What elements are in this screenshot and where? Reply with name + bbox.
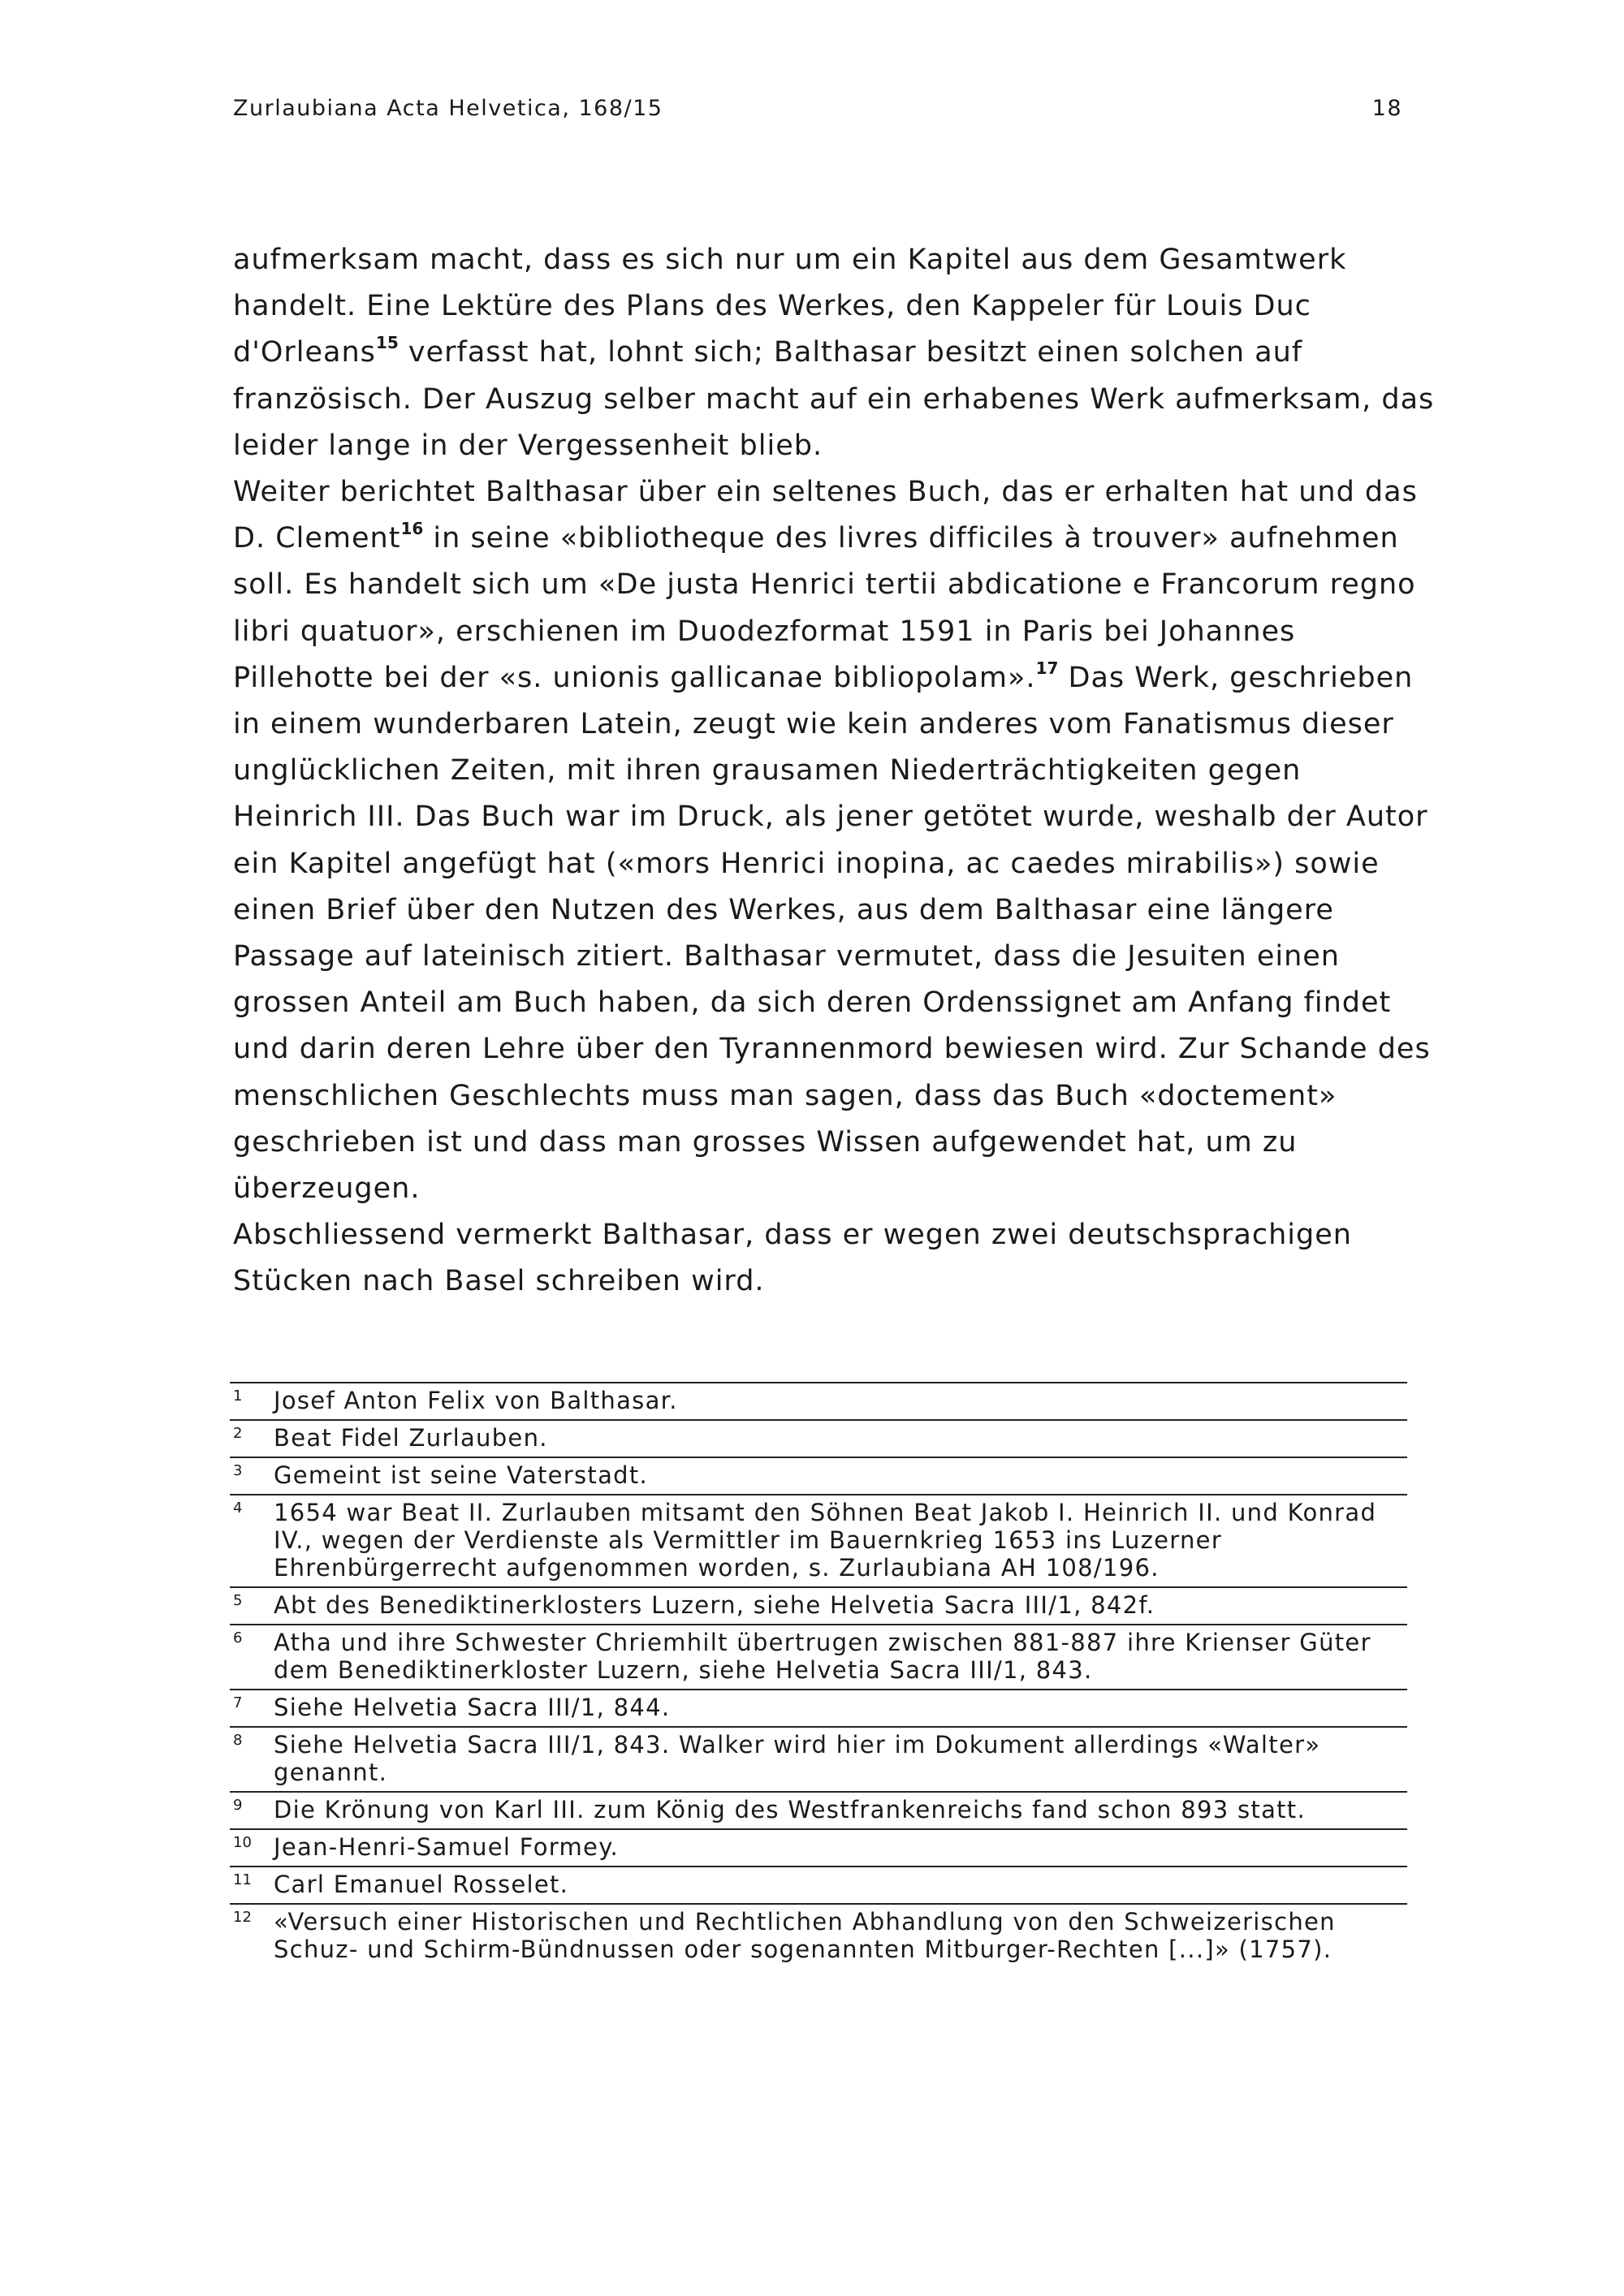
footnote-text bbox=[274, 1424, 1407, 1452]
text-fragment: D. Clement bbox=[233, 522, 401, 555]
footnote bbox=[230, 1457, 1407, 1494]
text-line bbox=[233, 330, 1402, 376]
footnote-line: IV., wegen der Verdienste als Vermittler im Bauernkrieg 1653 ins Luzerner bbox=[274, 1526, 1223, 1554]
text-fragment: d'Orleans bbox=[233, 336, 376, 369]
footnote-line: «Versuch einer Historischen und Rechtlichen Abhandlung von den Schweizerischen bbox=[274, 1908, 1336, 1936]
text-line: soll. Es handelt sich um «De justa Henrici tertii abdicatione e Francorum regno bbox=[233, 568, 1416, 602]
text-line: Passage auf lateinisch zitiert. Balthasar vermutet, dass die Jesuiten einen bbox=[233, 940, 1340, 973]
footnote-number: 7 bbox=[233, 1694, 243, 1711]
footnote-line: genannt. bbox=[274, 1759, 388, 1786]
footnote-number: 11 bbox=[233, 1871, 252, 1888]
footnote-text bbox=[274, 1629, 1407, 1684]
text-line: und darin deren Lehre über den Tyrannenmord bewiesen wird. Zur Schande des bbox=[233, 1033, 1431, 1066]
text-line: grossen Anteil am Buch haben, da sich deren Ordenssignet am Anfang findet bbox=[233, 986, 1392, 1020]
text-line: französisch. Der Auszug selber macht auf ein erhabenes Werk aufmerksam, das bbox=[233, 382, 1435, 416]
footnote-line: Schuz- und Schirm-Bündnussen oder sogenannten Mitburger-Rechten [...]» (1757). bbox=[274, 1936, 1332, 1963]
footnote-number: 1 bbox=[233, 1388, 243, 1405]
footnote-line: Ehrenbürgerrecht aufgenommen worden, s. Zurlaubiana AH 108/196. bbox=[274, 1554, 1160, 1582]
footnote bbox=[230, 1419, 1407, 1457]
footnote-ref: 17 bbox=[1035, 658, 1059, 678]
text-line: in einem wunderbaren Latein, zeugt wie kein anderes vom Fanatismus dieser bbox=[233, 708, 1394, 741]
footnote bbox=[230, 1689, 1407, 1726]
page-number: 18 bbox=[1371, 96, 1402, 121]
footnote-number: 4 bbox=[233, 1500, 243, 1517]
paragraph bbox=[233, 1212, 1402, 1305]
text-line bbox=[233, 516, 1402, 562]
footnote-line: 1654 war Beat II. Zurlauben mitsamt den Söhnen Beat Jakob I. Heinrich II. und Konrad bbox=[274, 1499, 1377, 1526]
footnote-text bbox=[274, 1387, 1407, 1414]
footnote-number: 10 bbox=[233, 1834, 252, 1851]
text-fragment: verfasst hat, lohnt sich; Balthasar besitzt einen solchen auf bbox=[398, 336, 1303, 369]
text-line: aufmerksam macht, dass es sich nur um ein Kapitel aus dem Gesamtwerk bbox=[233, 244, 1347, 276]
text-line: Stücken nach Basel schreiben wird. bbox=[233, 1265, 765, 1298]
text-line: geschrieben ist und dass man grosses Wissen aufgewendet hat, um zu bbox=[233, 1125, 1298, 1159]
footnote-text bbox=[274, 1796, 1407, 1823]
footnote bbox=[230, 1586, 1407, 1624]
footnote-line: Atha und ihre Schwester Chriemhilt übertrugen zwischen 881-887 ihre Krienser Güter bbox=[274, 1629, 1371, 1656]
footnote-number: 12 bbox=[233, 1909, 252, 1926]
footnote-line: Jean-Henri-Samuel Formey. bbox=[274, 1833, 620, 1861]
text-line: einen Brief über den Nutzen des Werkes, aus dem Balthasar eine längere bbox=[233, 893, 1334, 926]
footnote-line: dem Benediktinerkloster Luzern, siehe Helvetia Sacra III/1, 843. bbox=[274, 1656, 1093, 1684]
footnote-line: Carl Emanuel Rosselet. bbox=[274, 1871, 569, 1898]
text-line: Abschliessend vermerkt Balthasar, dass er wegen zwei deutschsprachigen bbox=[233, 1219, 1352, 1252]
footnote-number: 9 bbox=[233, 1797, 243, 1814]
footnote-ref: 16 bbox=[400, 519, 424, 539]
text-line: Heinrich III. Das Buch war im Druck, als jener getötet wurde, weshalb der Autor bbox=[233, 801, 1428, 834]
footnote-number: 3 bbox=[233, 1462, 243, 1479]
text-line: ein Kapitel angefügt hat («mors Henrici inopina, ac caedes mirabilis») sowie bbox=[233, 847, 1380, 880]
footnote-text bbox=[274, 1461, 1407, 1489]
text-line: überzeugen. bbox=[233, 1172, 421, 1206]
footnote bbox=[230, 1382, 1407, 1419]
footnote-text bbox=[274, 1499, 1407, 1582]
footnote-number: 2 bbox=[233, 1425, 243, 1442]
running-title: Zurlaubiana Acta Helvetica, 168/15 bbox=[233, 96, 663, 121]
footnote-ref: 15 bbox=[375, 333, 399, 353]
footnote-text bbox=[274, 1871, 1407, 1898]
text-line: menschlichen Geschlechts muss man sagen, dass das Buch «doctement» bbox=[233, 1079, 1337, 1112]
footnote-line: Die Krönung von Karl III. zum König des Westfrankenreichs fand schon 893 statt. bbox=[274, 1796, 1306, 1823]
footnote-line: Gemeint ist seine Vaterstadt. bbox=[274, 1461, 649, 1489]
text-line: libri quatuor», erschienen im Duodezformat 1591 in Paris bei Johannes bbox=[233, 615, 1296, 648]
text-line bbox=[233, 655, 1414, 701]
footnote-text bbox=[274, 1833, 1407, 1861]
footnote bbox=[230, 1494, 1407, 1586]
footnote bbox=[230, 1726, 1407, 1791]
footnote bbox=[230, 1828, 1407, 1866]
footnote-number: 5 bbox=[233, 1592, 243, 1609]
paragraph bbox=[233, 469, 1431, 1212]
footnote-text bbox=[274, 1591, 1407, 1619]
footnote bbox=[230, 1866, 1407, 1903]
footnote-text bbox=[274, 1908, 1407, 1963]
footnote-line: Siehe Helvetia Sacra III/1, 844. bbox=[274, 1694, 671, 1721]
paragraph bbox=[233, 237, 1435, 469]
main-text bbox=[233, 237, 1435, 1306]
footnote bbox=[230, 1624, 1407, 1689]
footnote bbox=[230, 1791, 1407, 1828]
footnote-number: 8 bbox=[233, 1732, 243, 1749]
page-header bbox=[233, 96, 1402, 128]
footnote-line: Abt des Benediktinerklosters Luzern, siehe Helvetia Sacra III/1, 842f. bbox=[274, 1591, 1155, 1619]
footnotes-section bbox=[230, 1382, 1407, 1968]
footnote bbox=[230, 1903, 1407, 1968]
footnote-line: Siehe Helvetia Sacra III/1, 843. Walker wird hier im Dokument allerdings «Walter» bbox=[274, 1731, 1321, 1759]
text-fragment: in seine «bibliotheque des livres difficiles à trouver» aufnehmen bbox=[423, 522, 1399, 555]
text-line: Weiter berichtet Balthasar über ein seltenes Buch, das er erhalten hat und das bbox=[233, 476, 1418, 509]
footnote-text bbox=[274, 1731, 1407, 1786]
text-line: handelt. Eine Lektüre des Plans des Werkes, den Kappeler für Louis Duc bbox=[233, 290, 1311, 323]
text-line: leider lange in der Vergessenheit blieb. bbox=[233, 429, 823, 462]
footnote-line: Josef Anton Felix von Balthasar. bbox=[274, 1387, 678, 1414]
text-line: unglücklichen Zeiten, mit ihren grausamen Niederträchtigkeiten gegen bbox=[233, 754, 1302, 788]
footnote-text bbox=[274, 1694, 1407, 1721]
text-fragment: Pillehotte bei der «s. unionis gallicanae bibliopolam». bbox=[233, 661, 1036, 694]
footnote-number: 6 bbox=[233, 1629, 243, 1646]
footnote-line: Beat Fidel Zurlauben. bbox=[274, 1424, 548, 1452]
text-fragment: Das Werk, geschrieben bbox=[1058, 661, 1414, 694]
